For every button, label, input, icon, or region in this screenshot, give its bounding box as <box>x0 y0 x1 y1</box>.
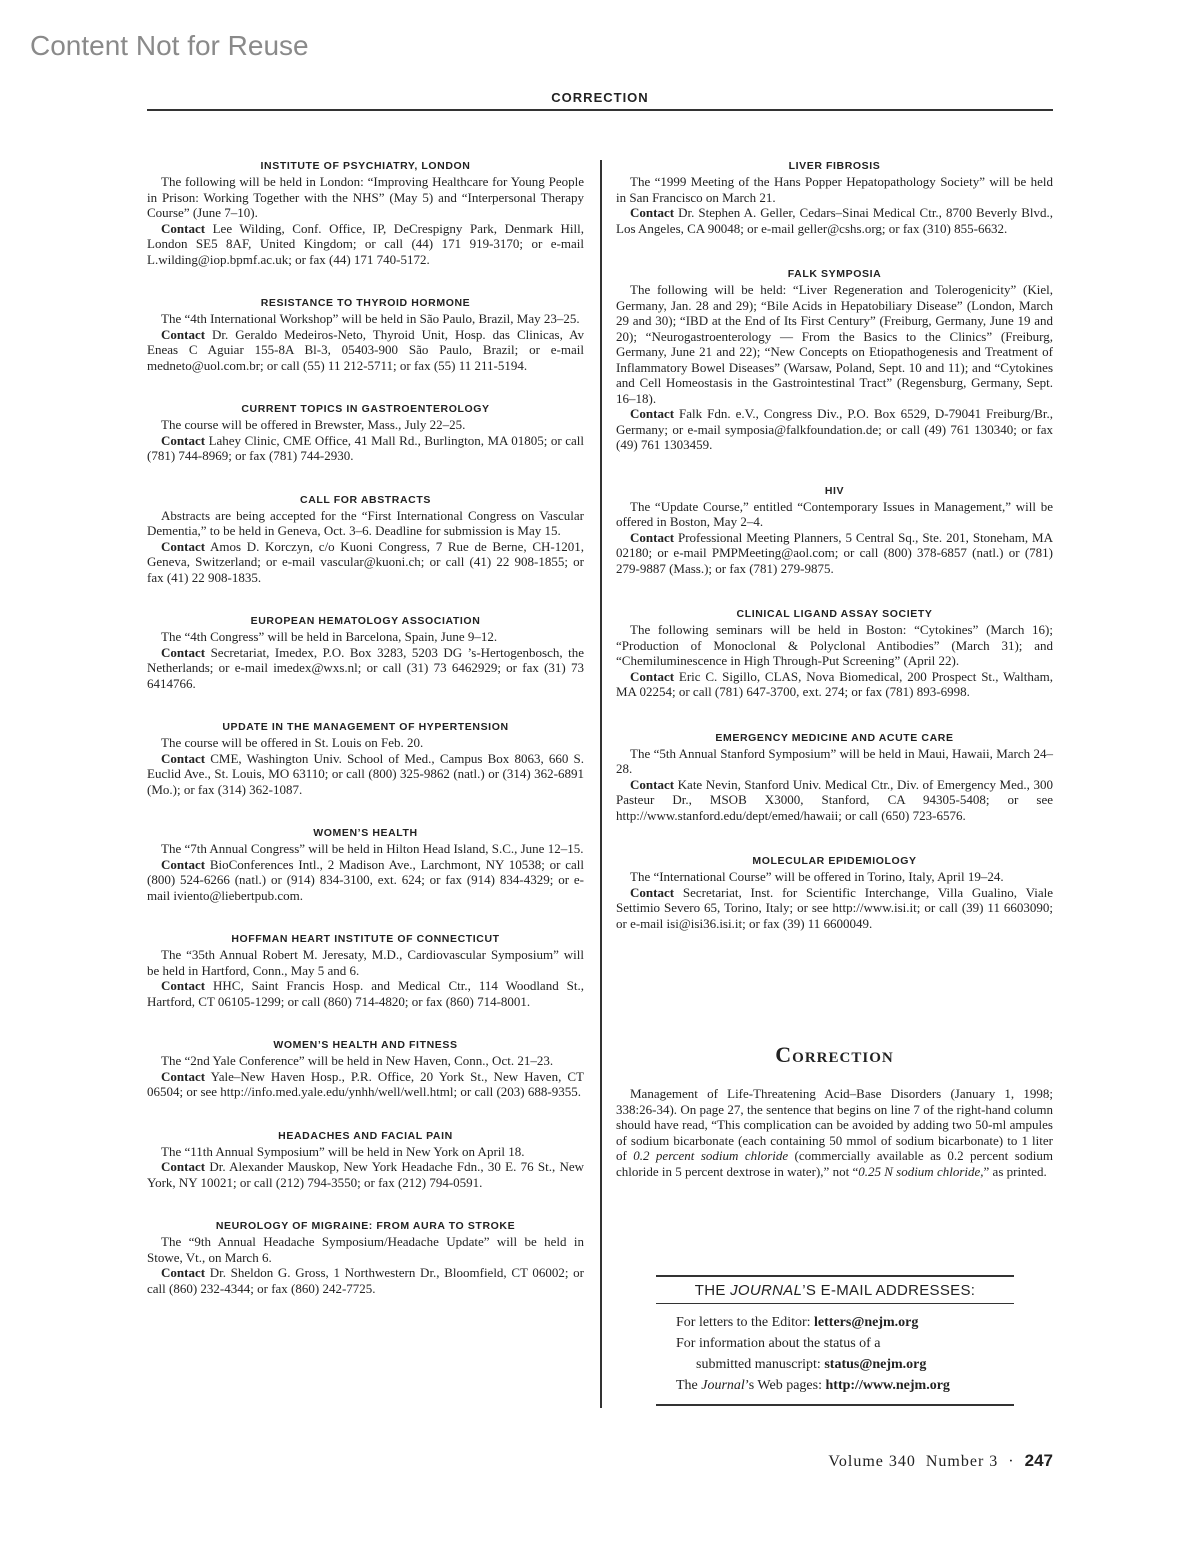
contact-label: Contact <box>630 205 675 220</box>
email-letters-link[interactable]: letters@nejm.org <box>814 1315 919 1330</box>
contact-label: Contact <box>161 1068 206 1084</box>
announcement-title: LIVER FIBROSIS <box>788 160 881 172</box>
announcement-entry <box>147 719 584 797</box>
contact-details: Eric C. Sigillo, CLAS, Nova Biomedical, 200 Prospect St., Waltham, MA 02254; or call (781) 647-3700, ext. 274; or fax (781) 893-6998. <box>616 668 1053 699</box>
web-pre: The <box>676 1378 702 1393</box>
announcement-title: WOMEN’S HEALTH <box>313 827 418 839</box>
announcement-contact <box>616 205 1053 236</box>
announcement-contact <box>147 645 584 692</box>
announcement-contact <box>147 857 584 904</box>
announcement-entry <box>147 1037 584 1100</box>
announcement-contact <box>147 1159 584 1190</box>
announcement-contact <box>147 751 584 798</box>
announcement-contact <box>616 530 1053 577</box>
announcement-text: The “Update Course,” entitled “Contemporary Issues in Management,” will be offered in Boston, May 2–4. <box>616 498 1053 529</box>
email-title-post: ’S E-MAIL ADDRESSES: <box>802 1282 976 1299</box>
folio-volume: Volume 340 <box>828 1453 916 1470</box>
correction-title: Correction <box>775 1042 894 1067</box>
contact-details: Lee Wilding, Conf. Office, IP, DeCrespigny Park, Denmark Hill, London SE5 8AF, United Kingdom; or call (44) 171 919-3170; or e-mail L.wilding@iop.bpmf.ac.uk; or fax (44) 171 740-5172. <box>147 220 585 267</box>
correction-italic-2: 0.25 N sodium chloride, <box>858 1163 984 1179</box>
folio-separator: · <box>1008 1453 1015 1470</box>
contact-details: Dr. Sheldon G. Gross, 1 Northwestern Dr., Bloomfield, CT 06002; or call (860) 232-4344; or fax (860) 242-7725. <box>147 1265 584 1296</box>
announcement-contact <box>616 406 1053 453</box>
announcement-text: The “35th Annual Robert M. Jeresaty, M.D., Cardiovascular Symposium” will be held in Hartford, Conn., May 5 and 6. <box>147 947 584 978</box>
contact-label: Contact <box>630 884 675 900</box>
email-addresses-box <box>656 1275 1014 1406</box>
announcement-title: NEUROLOGY OF MIGRAINE: FROM AURA TO STROKE <box>215 1220 516 1232</box>
correction-text-part-2: (commercially available as 0.2 percent sodium chloride in 5 percent dextrose in water),” not “ <box>616 1148 1053 1179</box>
announcement-contact <box>147 221 584 268</box>
announcement-title: HEADACHES AND FACIAL PAIN <box>278 1129 453 1142</box>
announcement-entry <box>147 931 584 1009</box>
contact-label: Contact <box>630 776 675 792</box>
contact-details: Dr. Stephen A. Geller, Cedars–Sinai Medical Ctr., 8700 Beverly Blvd., Los Angeles, CA 90048; or e-mail geller@cshs.org; or fax (310) 855-6632. <box>616 205 1053 236</box>
announcement-text: The following will be held in London: “Improving Healthcare for Young People in Prison: Working Together with the NHS” (May 5) and “Interpersonal Therapy Course” (June 7–10). <box>147 174 584 220</box>
announcement-text: The “International Course” will be offered in Torino, Italy, April 19–24. <box>630 869 1004 884</box>
contact-label: Contact <box>161 538 206 554</box>
announcement-text: Abstracts are being accepted for the “First International Congress on Vascular Dementia,” to be held in Geneva, Oct. 3–6. Deadline for submission is May 15. <box>147 507 584 538</box>
contact-label: Contact <box>161 326 206 342</box>
web-pages-line <box>676 1375 1014 1396</box>
watermark: Content Not for Reuse <box>30 30 309 61</box>
contact-details: CME, Washington Univ. School of Med., Campus Box 8063, 660 S. Euclid Ave., St. Louis, MO 63110; or call (800) 325-9862 (natl.) or (314) 362-6891 (Mo.); or fax (314) 362-1087. <box>147 750 585 797</box>
contact-label: Contact <box>161 856 206 872</box>
announcement-text: The “9th Annual Headache Symposium/Headache Update” will be held in Stowe, Vt., on March 6. <box>147 1234 584 1265</box>
contact-details: Secretariat, Inst. for Scientific Interchange, Villa Gualino, Viale Settimio Severo 65, Torino, Italy; or see http://www.isi.it; or call (39) 11 6603090; or e-mail isi@isi36.isi.it; or fax (39) 11 6600049. <box>616 884 1053 931</box>
email-status-line-1: For information about the status of a <box>676 1336 881 1351</box>
page-number: 247 <box>1024 1451 1053 1470</box>
announcement-contact <box>147 539 584 586</box>
announcement-text: The “4th International Workshop” will be held in São Paulo, Brazil, May 23–25. <box>161 311 580 326</box>
email-box-lines <box>656 1304 1014 1404</box>
web-pages-link[interactable]: http://www.nejm.org <box>825 1378 950 1393</box>
contact-details: HHC, Saint Francis Hosp. and Medical Ctr., 114 Woodland St., Hartford, CT 06105-1299; or call (860) 714-4820; or fax (860) 714-8001. <box>147 978 585 1009</box>
announcement-text: The following will be held: “Liver Regeneration and Tolerogenicity” (Kiel, Germany, Jan. 28 and 29); “Bile Acids in Hepatobiliary Disease” (London, March 29 and 30); “IBD at the End of Its First Century” (Freiburg, Germany, June 19 and 20); “Neurogastroenterology — From the Basics to the Clinics” (Freiburg, Germany, June 21 and 22); “New Concepts on Etiopathogenesis and Treatment of Inflammatory Bowel Diseases” (Warsaw, Poland, Sept. 10 and 11); and “Cytokines and Cell Homeostasis in the Gastrointestinal Tract” (Regensburg, Germany, Sept. 16–18). <box>616 282 1053 406</box>
contact-label: Contact <box>630 668 675 684</box>
announcement-contact <box>147 1265 584 1296</box>
contact-details: Lahey Clinic, CME Office, 41 Mall Rd., Burlington, MA 01805; or call (781) 744-8969; or fax (781) 744-2930. <box>147 432 584 463</box>
contact-label: Contact <box>630 406 675 421</box>
announcement-title: HOFFMAN HEART INSTITUTE OF CONNECTICUT <box>231 933 500 945</box>
announcement-title: HIV <box>824 484 845 497</box>
announcement-entry <box>616 158 1053 236</box>
correction-italic-1: 0.2 percent sodium chloride <box>633 1148 789 1163</box>
contact-details: Secretariat, Imedex, P.O. Box 3283, 5203 DG ’s-Hertogenbosch, the Netherlands; or e-mail imedex@wxs.nl; or call (31) 73 6462929; or fax (31) 73 6414766. <box>147 644 585 691</box>
column-divider <box>600 160 602 1408</box>
contact-label: Contact <box>161 750 206 766</box>
contact-label: Contact <box>161 1159 206 1174</box>
header-rule <box>147 109 1053 111</box>
announcement-contact <box>147 978 584 1009</box>
page-folio <box>828 1451 1053 1471</box>
email-title-pre: THE <box>694 1282 731 1299</box>
announcement-title: MOLECULAR EPIDEMIOLOGY <box>752 855 917 867</box>
contact-label: Contact <box>161 432 206 448</box>
announcement-text: The “1999 Meeting of the Hans Popper Hepatopathology Society” will be held in San Francisco on March 21. <box>616 174 1053 205</box>
announcement-title: FALK SYMPOSIA <box>787 268 882 280</box>
running-head: CORRECTION <box>551 90 649 105</box>
contact-details: Dr. Alexander Mauskop, New York Headache Fdn., 30 E. 76 St., New York, NY 10021; or call (212) 794-3550; or fax (212) 794-0591. <box>147 1159 585 1190</box>
left-column <box>147 158 584 1296</box>
contact-details: Professional Meeting Planners, 5 Central Sq., Ste. 201, Stoneham, MA 02180; or e-mail PMPMeeting@aol.com; or call (800) 378-6857 (natl.) or (781) 279-9887 (Mass.); or fax (781) 279-9875. <box>616 529 1053 576</box>
announcement-contact <box>616 777 1053 824</box>
email-title-journal: JOURNAL <box>730 1282 803 1299</box>
correction-text-part-3: ” as printed. <box>983 1163 1047 1179</box>
announcement-text: The “7th Annual Congress” will be held in Hilton Head Island, S.C., June 12–15. <box>161 841 584 856</box>
announcement-title: INSTITUTE OF PSYCHIATRY, LONDON <box>260 160 471 172</box>
email-box-rule-bottom <box>656 1404 1014 1406</box>
announcement-entry <box>147 1128 584 1191</box>
announcement-contact <box>616 885 1053 932</box>
contact-label: Contact <box>161 978 206 993</box>
announcement-entry <box>616 266 1053 453</box>
folio-number: Number 3 <box>925 1453 999 1470</box>
announcement-contact <box>147 433 584 464</box>
contact-label: Contact <box>161 220 206 236</box>
announcement-entry <box>147 492 584 586</box>
contact-details: BioConferences Intl., 2 Madison Ave., Larchmont, NY 10538; or call (800) 524-6266 (natl.) or (914) 834-3100, ext. 624; or fax (914) 834-4329; or e-mail iviento@liebertpub.com. <box>147 856 585 903</box>
announcement-text: The “5th Annual Stanford Symposium” will be held in Maui, Hawaii, March 24–28. <box>616 745 1053 776</box>
announcement-entry <box>616 606 1053 700</box>
announcement-title: WOMEN’S HEALTH AND FITNESS <box>273 1039 458 1051</box>
correction-text-part-1: Management of Life-Threatening Acid–Base Disorders (January 1, 1998; 338:26-34). On page 27, the sentence that begins on line 7 of the right-hand column should have read, “This complication can be avoided by adding two 50-ml ampules of sodium bicarbonate (each containing 50 mmol of sodium bicarbonate) to 1 liter of <box>616 1086 1053 1163</box>
announcement-title: EMERGENCY MEDICINE AND ACUTE CARE <box>715 731 954 744</box>
announcement-text: The “4th Congress” will be held in Barcelona, Spain, June 9–12. <box>161 629 498 644</box>
announcement-entry <box>147 295 584 373</box>
right-column <box>616 158 1053 931</box>
contact-details: Kate Nevin, Stanford Univ. Medical Ctr., Div. of Emergency Med., 300 Pasteur Dr., MSOB X3000, Stanford, CA 94305-5408; or see http://www.stanford.edu/dept/emed/hawaii; or call (650) 723-6576. <box>616 776 1053 823</box>
announcement-entry <box>147 825 584 903</box>
email-status-label: submitted manuscript: <box>696 1357 825 1372</box>
email-status-link[interactable]: status@nejm.org <box>824 1357 927 1372</box>
announcement-text: The “2nd Yale Conference” will be held in New Haven, Conn., Oct. 21–23. <box>161 1053 554 1068</box>
announcement-entry <box>147 1218 584 1296</box>
announcement-title: CURRENT TOPICS IN GASTROENTEROLOGY <box>241 403 490 415</box>
announcement-title: CALL FOR ABSTRACTS <box>300 493 431 506</box>
announcement-title: RESISTANCE TO THYROID HORMONE <box>260 297 471 309</box>
announcement-entry <box>616 483 1053 577</box>
announcement-contact <box>147 1069 584 1100</box>
announcement-text: The course will be offered in Brewster, Mass., July 22–25. <box>161 417 466 432</box>
announcement-title: EUROPEAN HEMATOLOGY ASSOCIATION <box>250 615 481 627</box>
email-letters-line <box>676 1312 1014 1333</box>
announcement-text: The following seminars will be held in Boston: “Cytokines” (March 16); “Production of Monoclonal & Polyclonal Antibodies” (March 31); and “Chemiluminescence in High Through-Put Screening” (April 22). <box>616 622 1053 668</box>
announcement-entry <box>147 613 584 691</box>
announcement-text: The “11th Annual Symposium” will be held in New York on April 18. <box>161 1143 525 1159</box>
announcement-text: The course will be offered in St. Louis on Feb. 20. <box>161 735 424 750</box>
announcement-contact <box>616 669 1053 700</box>
contact-details: Dr. Geraldo Medeiros-Neto, Thyroid Unit, Hosp. das Clinicas, Av Eneas C Aguiar 155-8A Bl-3, 05403-900 São Paulo, Brazil; or e-mail medneto@uol.com.br; or call (55) 11 212-5711; or fax (55) 11 211-5194. <box>147 326 585 373</box>
announcement-contact <box>147 327 584 374</box>
email-status-line-2 <box>676 1354 1014 1375</box>
announcement-title: CLINICAL LIGAND ASSAY SOCIETY <box>736 608 933 620</box>
contact-label: Contact <box>630 529 675 545</box>
announcement-entry <box>147 158 584 267</box>
web-post: ’s Web pages: <box>744 1378 826 1393</box>
correction-text <box>616 1086 1053 1179</box>
contact-details: Yale–New Haven Hosp., P.R. Office, 20 York St., New Haven, CT 06504; or see http://info.med.yale.edu/ynhh/well/well.html; or call (203) 688-9355. <box>147 1068 584 1099</box>
announcement-title: UPDATE IN THE MANAGEMENT OF HYPERTENSION <box>222 721 509 733</box>
web-journal: Journal <box>701 1378 745 1393</box>
announcement-entry <box>616 853 1053 931</box>
email-box-title <box>656 1277 1014 1303</box>
contact-details: Falk Fdn. e.V., Congress Div., P.O. Box 6529, D-79041 Freiburg/Br., Germany; or e-mail symposia@falkfoundation.de; or call (49) 761 130340; or fax (49) 761 1303459. <box>616 406 1053 452</box>
email-letters-label: For letters to the Editor: <box>676 1315 815 1330</box>
contact-label: Contact <box>161 1265 206 1280</box>
contact-details: Amos D. Korczyn, c/o Kuoni Congress, 7 Rue de Berne, CH-1201, Geneva, Switzerland; or e-mail vascular@kuoni.ch; or call (41) 22 908-1855; or fax (41) 22 908-1835. <box>147 538 584 585</box>
contact-label: Contact <box>161 644 206 660</box>
announcement-entry <box>147 401 584 464</box>
announcement-entry <box>616 730 1053 824</box>
